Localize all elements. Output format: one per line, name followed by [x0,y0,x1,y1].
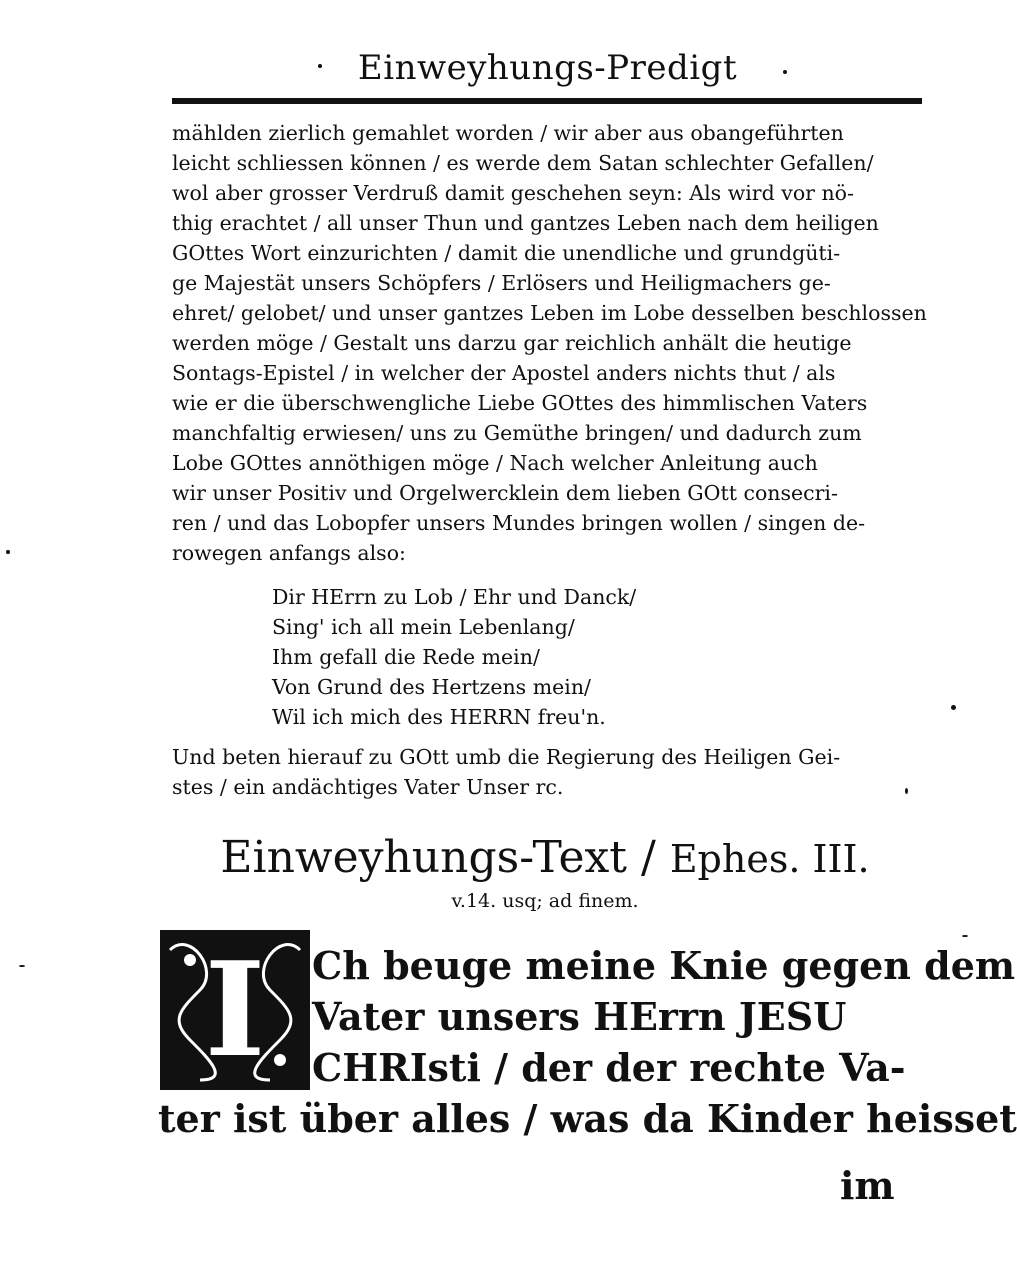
body-line: leicht schliessen können / es werde dem Satan schlechter Gefallen/ [172,151,874,175]
header-rule [172,98,922,104]
hymn-verse [272,582,872,732]
closing-line: Und beten hierauf zu GOtt umb die Regierung des Heiligen Gei- [172,745,841,769]
body-line: GOttes Wort einzurichten / damit die unendliche und grundgüti- [172,241,841,265]
scripture-text [312,940,1016,1093]
ink-speck [19,965,25,967]
body-line: mählden zierlich gemahlet worden / wir aber aus obangeführten [172,121,844,145]
catchword: im [840,1163,895,1208]
ink-speck [783,70,787,74]
body-line: manchfaltig erwiesen/ uns zu Gemüthe bringen/ und dadurch zum [172,421,862,445]
scripture-line: Vater unsers HErrn JESU [312,994,847,1039]
body-line: wie er die überschwengliche Liebe GOttes des himmlischen Vaters [172,391,868,415]
body-line: rowegen anfangs also: [172,541,406,565]
body-line: ehret/ gelobet/ und unser gantzes Leben im Lobe desselben beschlossen [172,301,927,325]
ink-speck [962,935,968,937]
ink-speck [6,550,10,554]
body-line: ge Majestät unsers Schöpfers / Erlösers und Heiligmachers ge- [172,271,831,295]
closing-line: stes / ein andächtiges Vater Unser rc. [172,775,564,799]
body-line: thig erachtet / all unser Thun und gantzes Leben nach dem heiligen [172,211,879,235]
scripture-line: CHRIsti / der der rechte Va- [312,1045,906,1090]
closing-paragraph [172,742,927,802]
verse-line: Wil ich mich des HERRN freu'n. [272,705,606,729]
section-title-reference: Ephes. III. [669,837,870,881]
body-line: werden möge / Gestalt uns darzu gar reichlich anhält die heutige [172,331,852,355]
body-line: wir unser Positiv und Orgelwercklein dem lieben GOtt consecri- [172,481,838,505]
initial-letter: I [204,933,266,1086]
ink-speck [318,64,322,68]
verse-line: Von Grund des Hertzens mein/ [272,675,591,699]
section-title-main: Einweyhungs-Text / [220,832,656,883]
ink-speck [951,705,956,710]
body-line: ren / und das Lobopfer unsers Mundes bringen wollen / singen de- [172,511,866,535]
verse-line: Ihm gefall die Rede mein/ [272,645,540,669]
sermon-paragraph [172,118,927,568]
running-header: Einweyhungs-Predigt [357,48,738,88]
verse-line: Dir HErrn zu Lob / Ehr und Danck/ [272,585,637,609]
body-line: wol aber grosser Verdruß damit geschehen seyn: Als wird vor nö- [172,181,854,205]
verse-line: Sing' ich all mein Lebenlang/ [272,615,575,639]
body-line: Sontags-Epistel / in welcher der Apostel anders nichts thut / als [172,361,836,385]
body-line: Lobe GOttes annöthigen möge / Nach welcher Anleitung auch [172,451,818,475]
verse-reference: v.14. usq; ad finem. [451,890,639,912]
scripture-line: ter ist über alles / was da Kinder heisset [158,1096,1017,1141]
ink-speck [905,788,908,794]
section-title [175,830,915,887]
scripture-line: Ch beuge meine Knie gegen dem [312,943,1016,988]
ornamental-initial [160,930,310,1090]
